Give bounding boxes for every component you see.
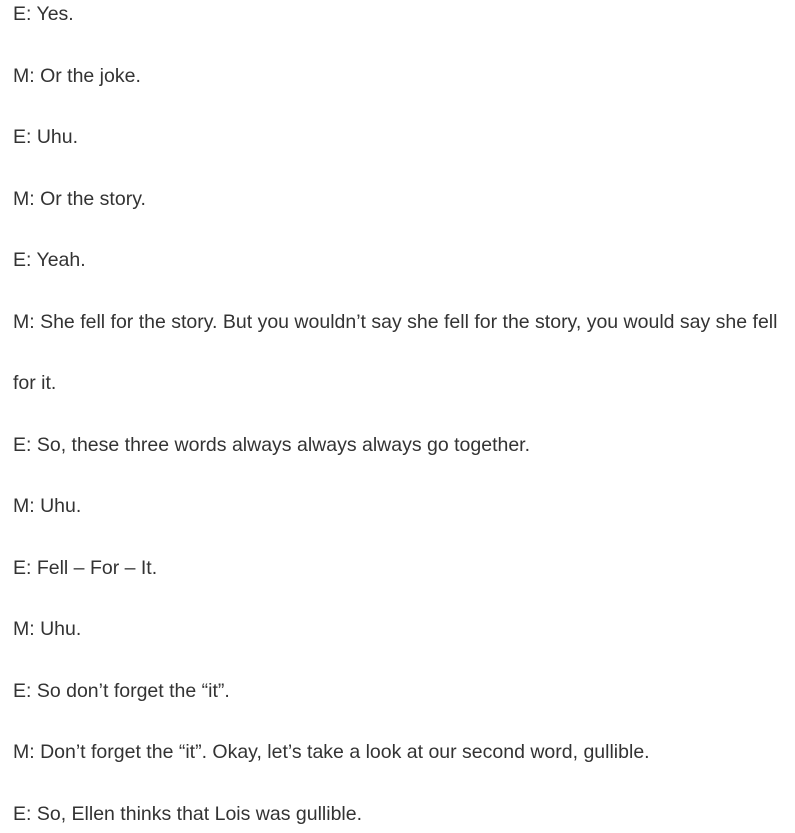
transcript-line: M: She fell for the story. But you wouldn’t say she fell for the story, you would say she fell for it. (13, 310, 778, 394)
transcript-line: E: Yeah. (13, 249, 86, 271)
transcript-line: E: So, Ellen thinks that Lois was gullible. (13, 802, 363, 825)
transcript-line: M: Don’t forget the “it”. Okay, let’s take a look at our second word, gullible. (13, 741, 650, 763)
transcript-line: E: So, these three words always always always go together. (13, 433, 531, 456)
transcript-line: E: Fell – For – It. (13, 556, 158, 579)
transcript-line: M: Or the story. (13, 187, 146, 210)
transcript-line: M: Uhu. (13, 495, 82, 517)
transcript-line: M: Or the joke. (13, 64, 141, 87)
transcript-line: E: So don’t forget the “it”. (13, 679, 230, 702)
transcript-line: E: Yes. (13, 3, 74, 25)
transcript-line: M: Uhu. (13, 618, 82, 640)
transcript-line: E: Uhu. (13, 126, 79, 148)
